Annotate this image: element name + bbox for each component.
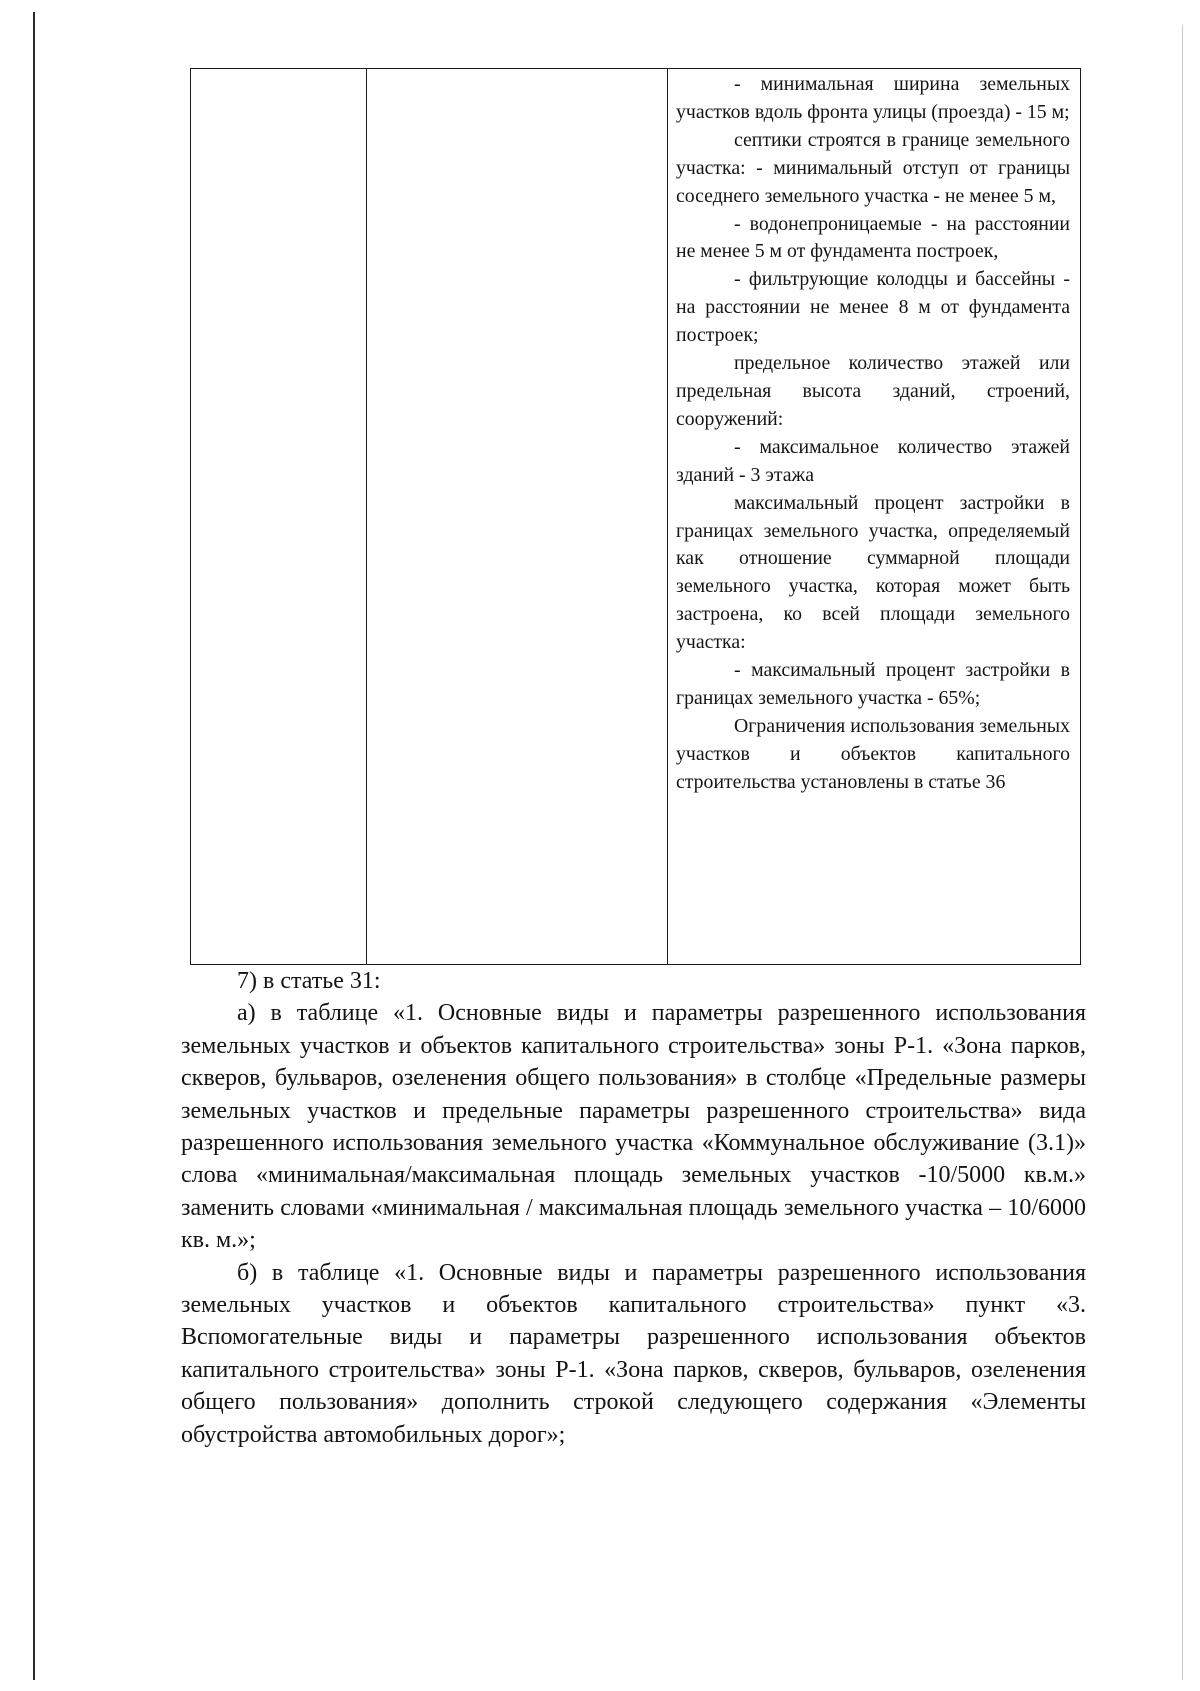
cell-paragraph: септики строятся в границе земельного участка: - минимальный отступ от границы соседнего земельного участка - не менее 5 м, — [676, 128, 1070, 207]
regulations-table — [190, 68, 1081, 965]
table-cell-text — [676, 71, 1070, 797]
document-body — [181, 965, 1086, 1451]
cell-paragraph: - максимальный процент застройки в границах земельного участка - 65%; — [676, 659, 1070, 709]
cell-paragraph: - минимальная ширина земельных участков вдоль фронта улицы (проезда) - 15 м; — [676, 73, 1070, 123]
cell-paragraph: предельное количество этажей или предельная высота зданий, строений, сооружений: — [676, 352, 1070, 430]
cell-paragraph: - фильтрующие колодцы и бассейны - на расстоянии не менее 8 м от фундамента построек; — [676, 268, 1070, 347]
table-column-3 — [668, 69, 1079, 964]
body-paragraph-b: б) в таблице «1. Основные виды и параметры разрешенного использования земельных участков и объектов капитального строительства» пункт «3. Вспомогательные виды и параметры разрешенного использования объектов капитального строительства» зоны Р-1. «Зона парков, скверов, бульваров, озеленения общего пользования» дополнить строкой следующего содержания «Элементы обустройства автомобильных дорог»; — [181, 1259, 1086, 1448]
body-paragraph-a: а) в таблице «1. Основные виды и параметры разрешенного использования земельных участков и объектов капитального строительства» зоны Р-1. «Зона парков, скверов, бульваров, озеленения общего пользования» в столбце «Предельные размеры земельных участков и предельные параметры разрешенного строительства» вида разрешенного использования земельного участка «Коммунальное обслуживание (3.1)» слова «минимальная/максимальная площадь земельных участков -10/5000 кв.м.» заменить словами «минимальная / максимальная площадь земельного участка – 10/6000 кв. м.»; — [181, 1000, 1086, 1254]
scan-edge-left — [33, 12, 35, 1680]
cell-paragraph: - водонепроницаемые - на расстоянии не менее 5 м от фундамента построек, — [676, 212, 1070, 263]
item-heading: 7) в статье 31: — [237, 968, 381, 994]
table-column-1 — [191, 69, 367, 964]
scan-edge-right — [1182, 25, 1183, 1680]
cell-paragraph: Ограничения использования земельных участков и объектов капитального строительства установлены в статье 36 — [676, 714, 1070, 793]
cell-paragraph: максимальный процент застройки в границах земельного участка, определяемый как отношение суммарной площади земельного участка, которая может быть застроена, ко всей площади земельного участка: — [676, 491, 1070, 654]
cell-paragraph: - максимальное количество этажей зданий - 3 этажа — [676, 435, 1070, 486]
table-column-2 — [367, 69, 668, 964]
